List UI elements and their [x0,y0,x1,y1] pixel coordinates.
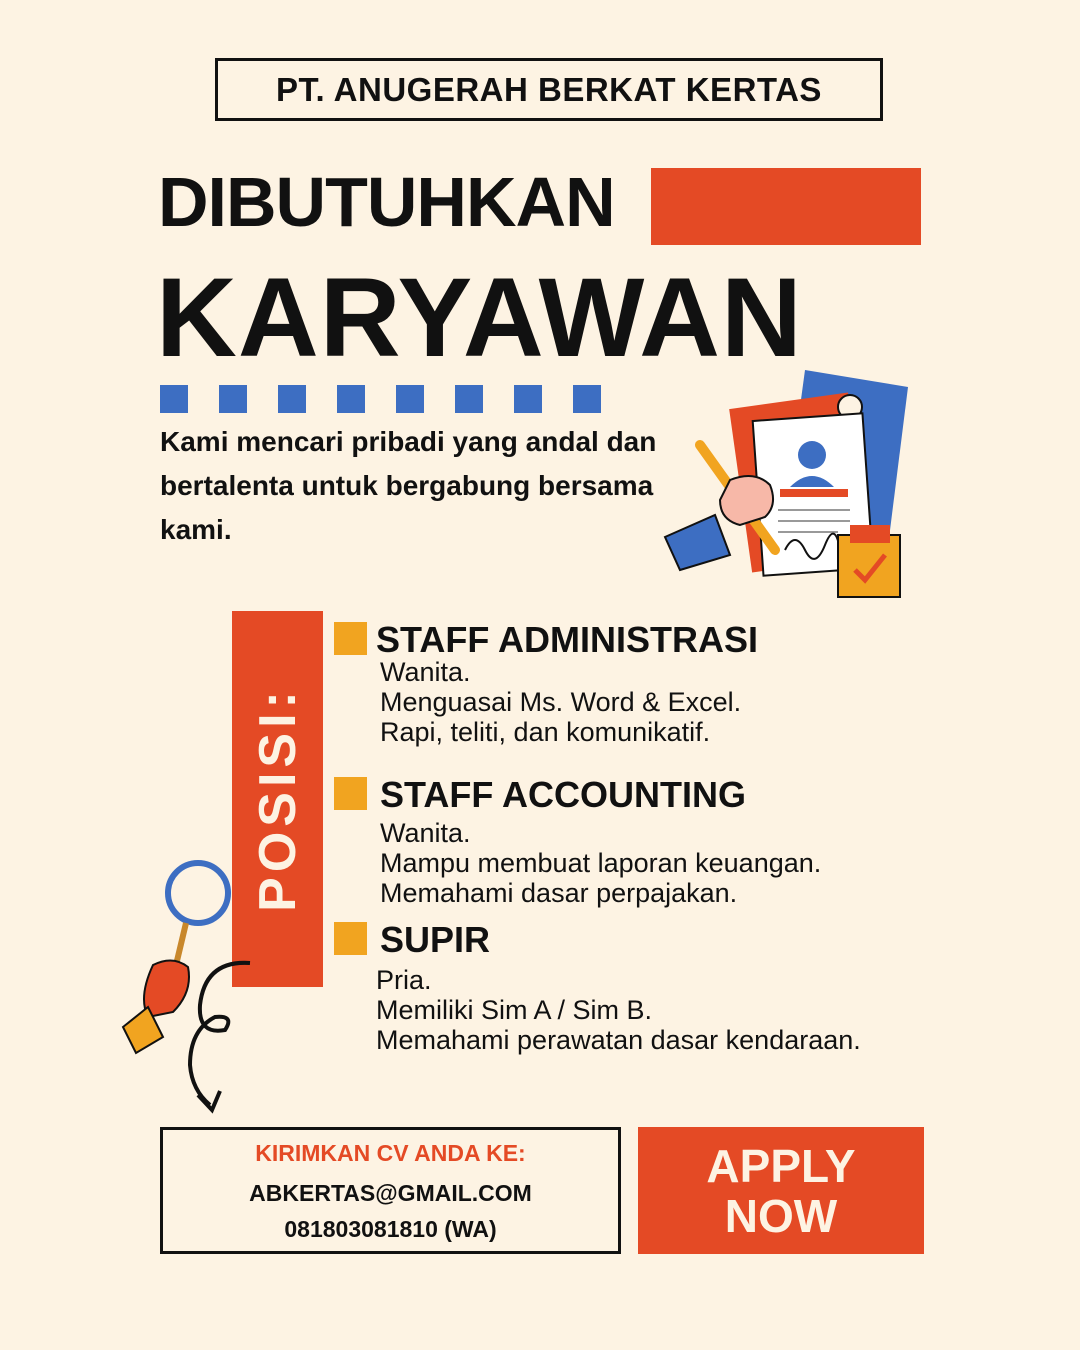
position-requirements: Wanita. Menguasai Ms. Word & Excel. Rapi, teliti, dan komunikatif. [380,657,742,747]
headline-line-2: KARYAWAN [156,255,803,380]
position-bullet [334,922,367,955]
position-requirements: Pria. Memiliki Sim A / Sim B. Memahami perawatan dasar kendaraan. [376,965,861,1055]
position-requirements: Wanita. Mampu membuat laporan keuangan. Memahami dasar perpajakan. [380,818,822,908]
position-bullet [334,777,367,810]
resume-illustration-icon [660,365,915,605]
decorative-dots [160,385,601,413]
intro-text: Kami mencari pribadi yang andal dan bertalenta untuk bergabung bersama kami. [160,426,657,545]
apply-now-button[interactable] [638,1127,924,1254]
contact-phone[interactable]: 081803081810 (WA) [284,1216,497,1242]
apply-label-1: APPLY [706,1139,856,1192]
curly-arrow-icon [180,955,260,1115]
company-name: PT. ANUGERAH BERKAT KERTAS [215,58,883,121]
apply-label-2: NOW [724,1189,838,1242]
position-title: SUPIR [380,919,491,960]
contact-email[interactable]: ABKERTAS@GMAIL.COM [249,1180,532,1206]
position-title: STAFF ACCOUNTING [380,774,746,815]
posisi-banner [232,611,323,987]
contact-box [160,1127,621,1254]
position-bullet [334,622,367,655]
position-title: STAFF ADMINISTRASI [376,619,758,660]
headline-line-1: DIBUTUHKAN [158,163,615,241]
posisi-label: POSISI: [248,686,307,912]
headline-accent-bar [651,168,921,245]
contact-title: KIRIMKAN CV ANDA KE: [255,1140,526,1166]
